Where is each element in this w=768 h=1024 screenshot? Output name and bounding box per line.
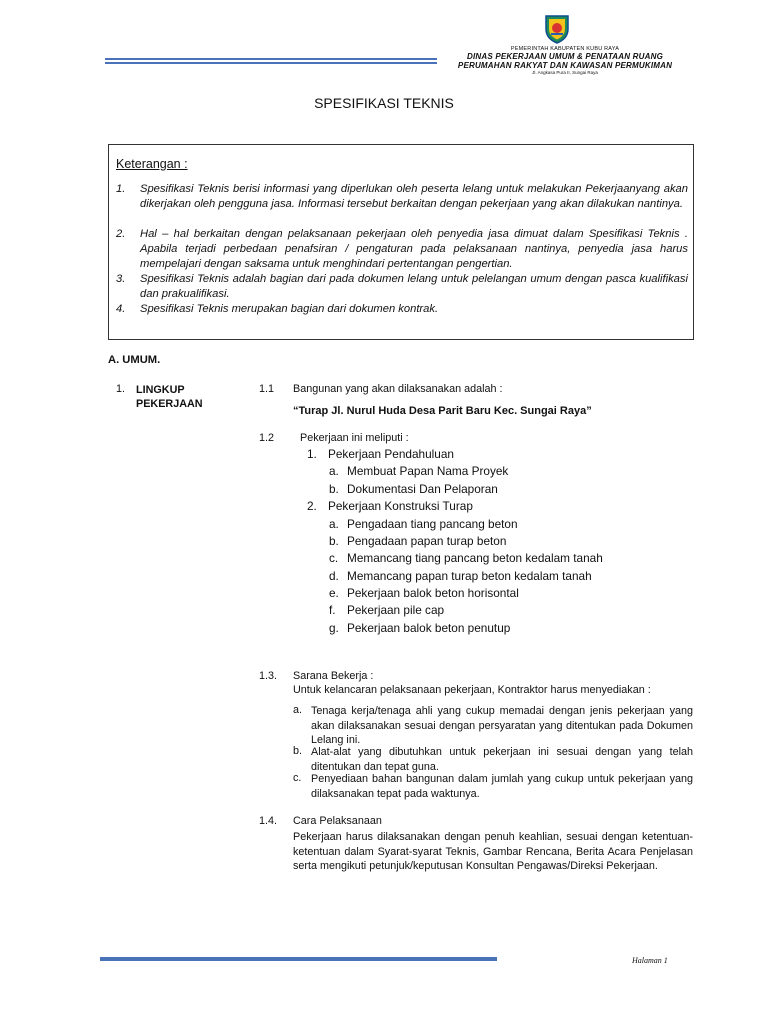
provision-letter: c. xyxy=(293,772,302,784)
note-item xyxy=(116,227,688,273)
implementation-text: Pekerjaan harus dilaksanakan dengan penuh keahlian, sesuai dengan ketentuan-ketentuan dalam Syarat-syarat Teknis, Gambar Rencana, Berita Acara Penjelasan serta mengikuti petunjuk/keputusan Konsultan Pengawas/Direksi Pekerjaan. xyxy=(293,831,693,873)
department-name-line1: DINAS PEKERJAAN UMUM & PENATAAN RUANG xyxy=(467,52,663,61)
work-group-number: 1. xyxy=(307,447,317,461)
work-item-letter: c. xyxy=(329,551,339,565)
organization-block xyxy=(440,46,690,75)
scope-label xyxy=(136,383,203,411)
scope-number: 1. xyxy=(116,383,126,395)
work-group-title: Pekerjaan Pendahuluan xyxy=(328,447,454,461)
work-item-letter: g. xyxy=(329,621,339,635)
work-item: Dokumentasi Dan Pelaporan xyxy=(347,482,498,496)
department-name-line2: PERUMAHAN RAKYAT DAN KAWASAN PERMUKIMAN xyxy=(457,61,673,70)
note-text: Spesifikasi Teknis adalah bagian dari pada dokumen lelang untuk pelelangan umum dengan pasca kualifikasi dan prakualifikasi. xyxy=(140,273,688,301)
work-item: Pekerjaan balok beton penutup xyxy=(347,621,511,635)
note-item xyxy=(116,302,688,317)
work-item-letter: e. xyxy=(329,586,339,600)
work-item-letter: f. xyxy=(329,603,336,617)
subsection-number: 1.3. xyxy=(259,670,278,682)
note-text: Spesifikasi Teknis merupakan bagian dari dokumen kontrak. xyxy=(140,303,439,315)
subsection-title: Cara Pelaksanaan xyxy=(293,815,382,827)
provision-text: Alat-alat yang dibutuhkan untuk pekerjaan ini sesuai dengan yang telah ditentukan dan tepat guna. xyxy=(311,746,693,773)
subsection-text: Bangunan yang akan dilaksanakan adalah : xyxy=(293,383,503,395)
note-text: Spesifikasi Teknis berisi informasi yang diperlukan oleh peserta lelang untuk melakukan Pekerjaanyang akan dikerjakan oleh pengguna jasa. Informasi tersebut berkaitan dengan pekerjaan yang akan dilakukan nantinya. xyxy=(140,183,688,211)
work-group-title: Pekerjaan Konstruksi Turap xyxy=(328,499,473,513)
regency-crest-icon xyxy=(543,14,571,44)
note-number: 1. xyxy=(116,183,126,195)
scope-label-line2: PEKERJAAN xyxy=(136,398,203,410)
work-group-number: 2. xyxy=(307,499,317,513)
notes-title: Keterangan : xyxy=(116,157,188,171)
provision-text: Penyediaan bahan bangunan dalam jumlah yang cukup untuk pekerjaan yang dilaksanakan tepat pada waktunya. xyxy=(311,773,693,800)
note-item xyxy=(116,182,688,212)
work-item: Pengadaan tiang pancang beton xyxy=(347,517,518,531)
section-heading: A. UMUM. xyxy=(108,354,161,366)
document-title: SPESIFIKASI TEKNIS xyxy=(314,95,454,111)
government-name: PEMERINTAH KABUPATEN KUBU RAYA xyxy=(510,46,620,52)
note-item xyxy=(116,272,688,302)
work-item-letter: a. xyxy=(329,464,339,478)
work-item: Membuat Papan Nama Proyek xyxy=(347,464,509,478)
scope-label-line1: LINGKUP xyxy=(136,384,185,396)
note-text: Hal – hal berkaitan dengan pelaksanaan pekerjaan oleh penyedia jasa dimuat dalam Spesifikasi Teknis . Apabila terjadi perbedaan penafsiran / pengaturan pada pelaksanaan nantinya, penyedia jasa harus mempelajari dengan saksama untuk menghindari pertentangan pengertian. xyxy=(140,228,688,271)
provision-letter: a. xyxy=(293,704,303,716)
page-number: Halaman 1 xyxy=(632,956,668,965)
work-item-letter: b. xyxy=(329,482,339,496)
provision-letter: b. xyxy=(293,745,303,757)
subsection-number: 1.2 xyxy=(259,432,275,444)
subsection-title: Sarana Bekerja : xyxy=(293,670,374,682)
work-item: Pengadaan papan turap beton xyxy=(347,534,507,548)
subsection-intro: Untuk kelancaran pelaksanaan pekerjaan, Kontraktor harus menyediakan : xyxy=(293,684,651,696)
note-number: 4. xyxy=(116,303,126,315)
work-item-letter: b. xyxy=(329,534,339,548)
note-number: 3. xyxy=(116,273,126,285)
work-item: Memancang papan turap beton kedalam tanah xyxy=(347,569,592,583)
subsection-number: 1.1 xyxy=(259,383,275,395)
header-rule-bottom xyxy=(105,62,437,64)
subsection-text: Pekerjaan ini meliputi : xyxy=(300,432,409,444)
note-number: 2. xyxy=(116,228,126,240)
project-name: “Turap Jl. Nurul Huda Desa Parit Baru Kec. Sungai Raya” xyxy=(293,405,592,417)
footer-rule xyxy=(100,957,497,961)
work-item-letter: d. xyxy=(329,569,339,583)
work-item: Memancang tiang pancang beton kedalam tanah xyxy=(347,551,603,565)
provision-text: Tenaga kerja/tenaga ahli yang cukup memadai dengan jenis pekerjaan yang akan dilaksanakan sesuai dengan persyaratan yang ditentukan pada Dokumen Lelang ini. xyxy=(311,705,693,746)
subsection-number: 1.4. xyxy=(259,815,278,827)
work-item: Pekerjaan pile cap xyxy=(347,603,445,617)
work-item-letter: a. xyxy=(329,517,339,531)
work-item: Pekerjaan balok beton horisontal xyxy=(347,586,519,600)
department-address: Jl. Angkasa Pura II, Sungai Raya xyxy=(532,70,598,75)
header-rule-top xyxy=(105,58,437,60)
